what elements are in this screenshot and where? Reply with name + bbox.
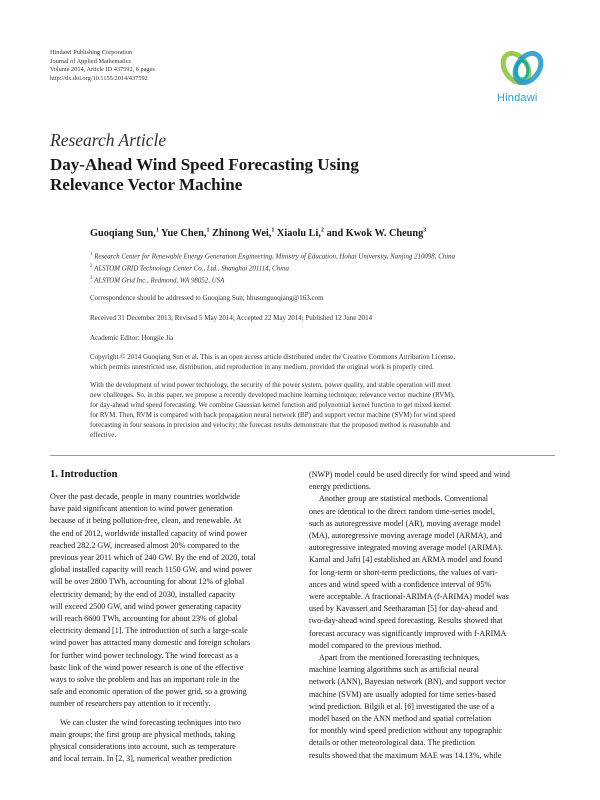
volume-info: Volume 2014, Article ID 437592, 6 pages [50,66,155,74]
author-4: Xiaolu Li,$^2$ [276,228,324,240]
journal-name: Journal of Applied Mathematics [50,57,131,65]
publication-dates: Received 31 December 2013; Revised 5 May 2014; Accepted 22 May 2014; Published 12 June 2014 [90,314,373,322]
body-column-left: Over the past decade, people in many countries worldwide have paid significant attention to wind power generation because of it being pollution-free, clean, and renewable. At the end of 2012, worldwide installed capacity of wind power reached 282.2 GW, increased almost 20% compared to the previous year 2011 which of 240 GW. By the end of 2020, total global installed capacity will reach 1150 GW, and wind power will be over 2800 TWh, accounting for about 12% of global electricity demand; by the end of 2030, installed capacity will exceed 2500 GW, and wind power generating capacity will reach 6600 TWh, accounting for about 23% of global electricity demand [1]. The introduction of such a large-scale wind power has attracted many domestic and foreign scholars for further wind power technology. The wind forecast as a basic link of the wind power research is one of the effective ways to solve the problem and has an important role in the safe and economic operation of the power grid, so a growing number of researchers pay attention to it recently. We can cluster the wind forecasting techniques into two main groups; the first group are physical methods, taking physical considerations into account, such as temperature and local terrain. In [2, 3], numerical weather prediction [50,491,296,765]
journal-info [50,49,155,83]
hindawi-logo-text: Hindawi [497,92,538,104]
title-line-1: Day-Ahead Wind Speed Forecasting Using [50,155,359,174]
section-title: 1. Introduction [50,469,118,480]
affiliation-2: $^2$ ALSTOM GRID Technology Center Co., Ltd., Shanghai 201114, China [90,264,289,273]
author-1: Guoqiang Sun,$^1$ [90,228,159,240]
affiliation-3: $^3$ ALSTOM Grid Inc., Redmond, WA 98052, USA [90,276,225,285]
author-5: and Kwok W. Cheung$^3$ [326,228,427,240]
article-type: Research Article [50,130,167,150]
copyright-notice: Copyright © 2014 Guoqiang Sun et al. This is an open access article distributed under the Creative Commons Attribution License, which permits unrestricted use, distribution, and reproduction in any medium, provided the original work is properly cited. [90,353,456,371]
title-line-2: Relevance Vector Machine [50,175,243,194]
doi-link[interactable]: http://dx.doi.org/10.1155/2014/437592 [50,74,148,82]
section-divider [50,455,555,456]
correspondence: Correspondence should be addressed to Guoqiang Sun; hhusunguoqiang@163.com [90,294,324,302]
author-list [90,228,426,239]
publisher: Hindawi Publishing Corporation [50,49,133,56]
academic-editor: Academic Editor: Hongjie Jia [90,334,174,342]
abstract: With the development of wind power technology, the security of the power system, power quality, and stable operation will meet new challenges. So, in this paper, we propose a recently developed machine learning technique, relevance vector machine (RVM), for day-ahead wind speed forecasting. We combine Gaussian kernel function and polynomial kernel function to get mixed kernel for RVM. Then, RVM is compared with back propagation neural network (BP) and support vector machine (SVM) for wind speed forecasting in four seasons in precision and velocity; the forecast results demonstrate that the proposed method is reasonable and effective. [90,381,456,439]
paper-title [50,155,490,195]
author-3: Zhinong Wei,$^1$ [212,228,275,240]
affiliation-1: $^1$ Research Center for Renewable Energy Generation Engineering, Ministry of Education, Hohai University, Nanjing 210098, China [90,252,456,261]
body-column-right: (NWP) model could be used directly for wind speed and wind energy predictions. Another group are statistical methods. Conventional ones are identical to the direct random time-series model, such as autoregressive model (AR), moving average model (MA), autoregressive moving average model (ARMA), and autoregressive integrated moving average model (ARIMA). Kamal and Jafri [4] established an ARMA model and found for long-term or short-term predictions, the values of vari- ances and wind speed with a confidence interval of 95% were acceptable. A fractional-ARIMA (f-ARIMA) model was used by Kavasseri and Seetharaman [5] for day-ahead and two-day-ahead wind speed forecasting. Results showed that forecast accuracy was significantly improved with f-ARIMA model compared to the previous method. Apart from the mentioned forecasting techniques, machine learning algorithms such as artificial neural network (ANN), Bayesian network (BN), and support vector machine (SVM) are usually adopted for time series-based wind prediction. Bilgili et al. [6] investigated the use of a model based on the ANN method and spatial correlation for monthly wind speed prediction without any topographic details or other meteorological data. The prediction results showed that the maximum MAE was 14.13%, while [309,470,510,760]
author-2: Yue Chen,$^1$ [161,228,210,240]
